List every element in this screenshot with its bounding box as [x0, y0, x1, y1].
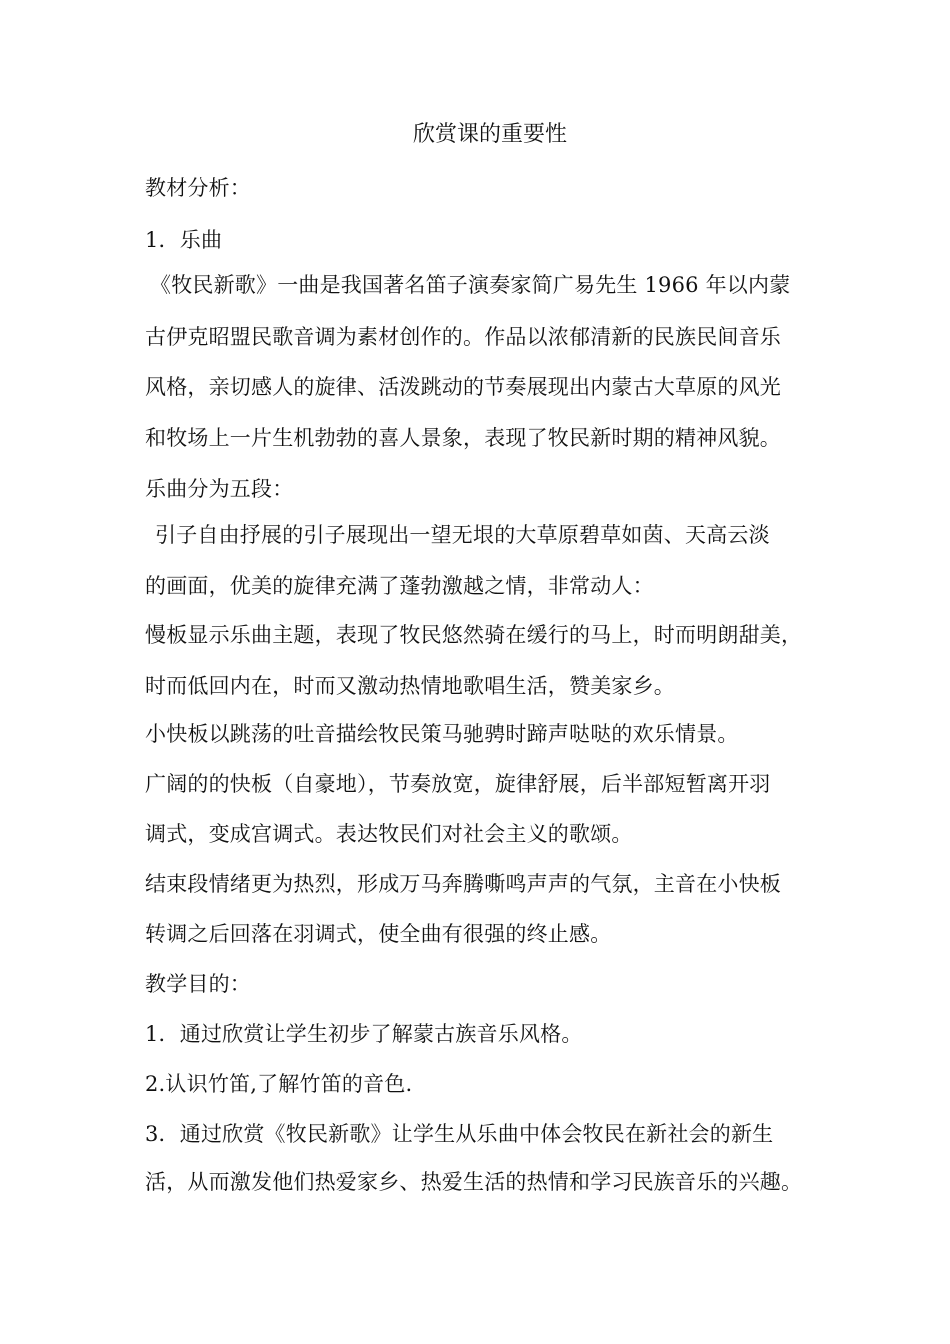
paragraph-line: 广阔的的快板（自豪地），节奏放宽，旋律舒展，后半部短暂离开羽: [145, 772, 771, 796]
heading-teaching-goals: 教学目的：: [145, 972, 251, 996]
paragraph-line: 结束段情绪更为热烈，形成万马奔腾嘶鸣声声的气氛，主音在小快板: [145, 872, 781, 896]
paragraph-line: 小快板以跳荡的吐音描绘牧民策马驰骋时蹄声哒哒的欢乐情景。: [145, 722, 739, 746]
paragraph-line: 乐曲分为五段：: [145, 477, 294, 501]
list-item: 3．通过欣赏《牧民新歌》让学生从乐曲中体会牧民在新社会的新生: [145, 1122, 774, 1146]
paragraph-line: 调式，变成宫调式。表达牧民们对社会主义的歌颂。: [145, 822, 633, 846]
subheading-music: 1．乐曲: [145, 228, 223, 252]
paragraph-line: 和牧场上一片生机勃勃的喜人景象，表现了牧民新时期的精神风貌。: [145, 426, 781, 450]
paragraph-line: 转调之后回落在羽调式，使全曲有很强的终止感。: [145, 922, 612, 946]
paragraph-line: 的画面，优美的旋律充满了蓬勃激越之情，非常动人：: [145, 574, 654, 598]
paragraph-line: 风格，亲切感人的旋律、活泼跳动的节奏展现出内蒙古大草原的风光: [145, 375, 781, 399]
document-title: 欣赏课的重要性: [412, 122, 567, 147]
list-item-continuation: 活，从而激发他们热爱家乡、热爱生活的热情和学习民族音乐的兴趣。: [145, 1170, 803, 1194]
paragraph-line: 《牧民新歌》一曲是我国著名笛子演奏家简广易先生 1966 年以内蒙: [150, 273, 791, 297]
heading-material-analysis: 教材分析：: [145, 176, 251, 200]
paragraph-line: 古伊克昭盟民歌音调为素材创作的。作品以浓郁清新的民族民间音乐: [145, 325, 781, 349]
list-item: 2.认识竹笛,了解竹笛的音色.: [145, 1072, 413, 1096]
paragraph-line: 慢板显示乐曲主题，表现了牧民悠然骑在缓行的马上，时而明朗甜美，: [145, 623, 803, 647]
list-item: 1．通过欣赏让学生初步了解蒙古族音乐风格。: [145, 1022, 583, 1046]
paragraph-line: 引子自由抒展的引子展现出一望无垠的大草原碧草如茵、天高云淡: [155, 523, 770, 547]
paragraph-line: 时而低回内在，时而又激动热情地歌唱生活，赞美家乡。: [145, 674, 675, 698]
